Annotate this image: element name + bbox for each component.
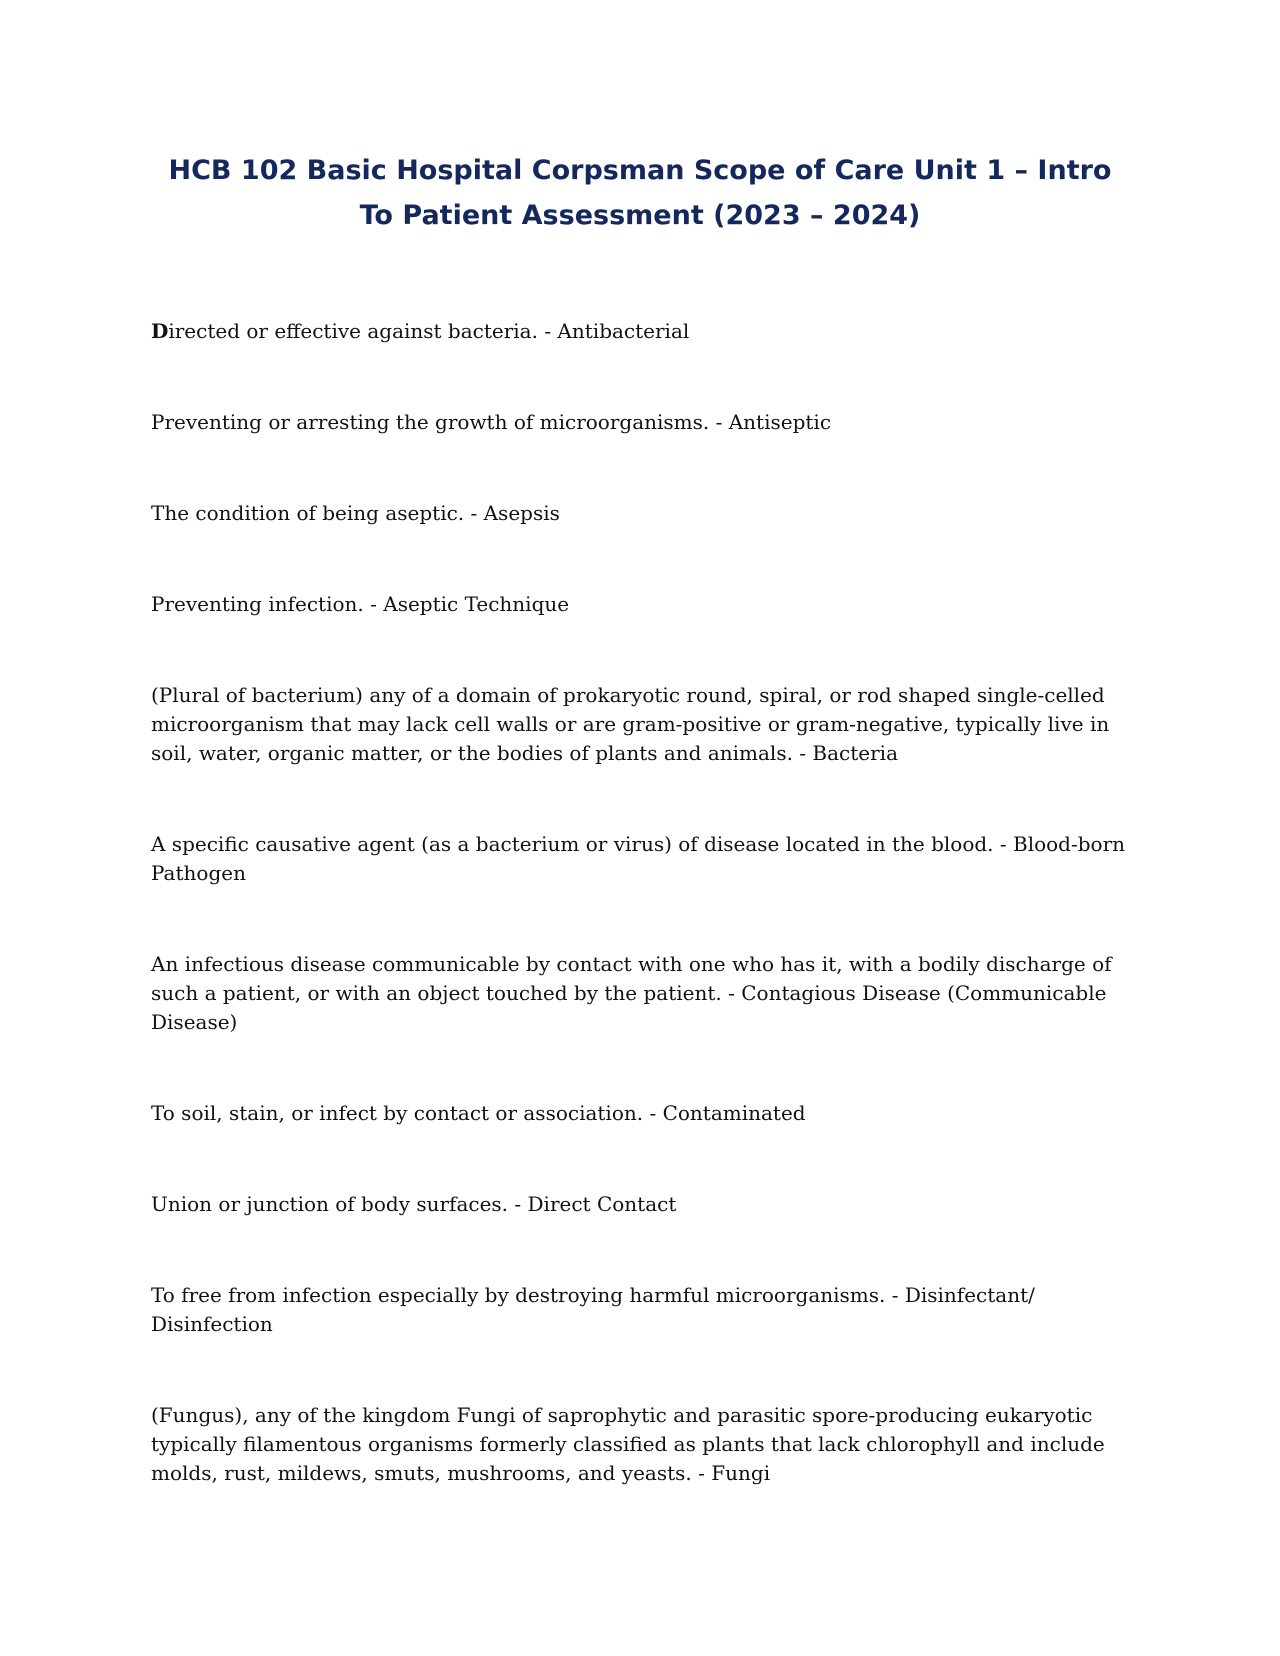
definition-text: (Fungus), any of the kingdom Fungi of saprophytic and parasitic spore-producing eukaryotic typically filamentous organisms formerly classified as plants that lack chlorophyll and include molds, rust, mildews, smuts, mushrooms, and yeasts. - Fungi xyxy=(151,1403,1105,1485)
definition-text: Preventing infection. - Aseptic Technique xyxy=(151,592,570,616)
definition-item xyxy=(151,408,1136,437)
definition-item xyxy=(151,681,1136,768)
definition-item xyxy=(151,499,1136,528)
definition-text: An infectious disease communicable by contact with one who has it, with a bodily discharge of such a patient, or with an object touched by the patient. - Contagious Disease (Communicable Disease) xyxy=(151,952,1112,1034)
definition-text: (Plural of bacterium) any of a domain of prokaryotic round, spiral, or rod shaped single-celled microorganism that may lack cell walls or are gram-positive or gram-negative, typically live in soil, water, organic matter, or the bodies of plants and animals. - Bacteria xyxy=(151,683,1110,765)
definition-item xyxy=(151,1190,1136,1219)
definition-text: To free from infection especially by destroying harmful microorganisms. - Disinfectant/ Disinfection xyxy=(151,1283,1035,1336)
definition-text: The condition of being aseptic. - Asepsis xyxy=(151,501,560,525)
definition-text: Union or junction of body surfaces. - Direct Contact xyxy=(151,1192,677,1216)
definition-item xyxy=(151,830,1136,888)
definition-list xyxy=(151,317,1136,1550)
definition-item xyxy=(151,1281,1136,1339)
definition-text: irected or effective against bacteria. - Antibacterial xyxy=(168,319,690,343)
definition-item xyxy=(151,950,1136,1037)
definition-text: To soil, stain, or infect by contact or association. - Contaminated xyxy=(151,1101,806,1125)
page-title: HCB 102 Basic Hospital Corpsman Scope of Care Unit 1 – Intro To Patient Assessment (2023 – 2024) xyxy=(168,155,1112,231)
definition-initial: D xyxy=(151,319,169,343)
definition-text: Preventing or arresting the growth of microorganisms. - Antiseptic xyxy=(151,410,832,434)
definition-item xyxy=(151,590,1136,619)
definition-item xyxy=(151,317,1136,346)
definition-item xyxy=(151,1401,1136,1488)
definition-item xyxy=(151,1099,1136,1128)
definition-text: A specific causative agent (as a bacterium or virus) of disease located in the blood. - Blood-born Pathogen xyxy=(151,832,1126,885)
